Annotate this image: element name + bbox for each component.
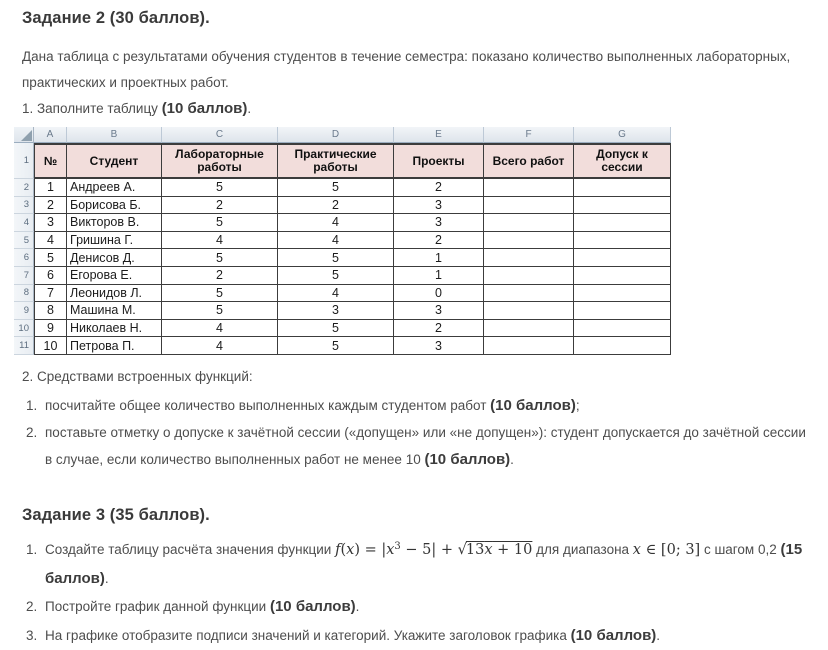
data-cell: 10 [34, 337, 67, 355]
data-cell: 5 [278, 249, 394, 267]
data-cell: 1 [34, 179, 67, 197]
points-badge: (10 баллов) [571, 627, 657, 644]
data-cell: 7 [34, 285, 67, 303]
list-item [26, 593, 818, 622]
data-cell [484, 197, 574, 215]
data-cell [574, 232, 671, 250]
data-cell: 5 [162, 214, 278, 232]
points-badge: (10 баллов) [162, 100, 248, 117]
data-cell: 5 [278, 320, 394, 338]
data-cell [484, 267, 574, 285]
row-number: 11 [14, 337, 34, 355]
data-cell [574, 337, 671, 355]
data-cell: 3 [394, 302, 484, 320]
task2-step1 [22, 99, 251, 119]
list-item [26, 536, 818, 593]
data-cell: 5 [34, 249, 67, 267]
formula-exponent: 3 [394, 541, 400, 552]
data-cell [484, 179, 574, 197]
row-number: 9 [14, 302, 34, 320]
item-suffix: ; [576, 398, 580, 413]
data-cell [574, 320, 671, 338]
data-cell [484, 302, 574, 320]
sqrt-sign: √ [458, 542, 466, 558]
task2-intro: Дана таблица с результатами обучения студентов в течение семестра: показано количество выполненных лабораторных, практических и проектных работ. [22, 44, 811, 96]
data-cell: Николаев Н. [67, 320, 162, 338]
data-cell: 2 [394, 320, 484, 338]
item-suffix: . [656, 628, 660, 643]
formula-f: f [335, 542, 340, 558]
formula-open: ( [340, 542, 346, 558]
task2-list [26, 392, 808, 473]
header-cell: Допуск к сессии [574, 143, 671, 179]
item-suffix: . [510, 452, 514, 467]
row-number: 6 [14, 249, 34, 267]
points-badge: (15 баллов) [45, 541, 802, 587]
list-item-text [45, 536, 818, 593]
spreadsheet-table [14, 127, 671, 355]
data-cell: 8 [34, 302, 67, 320]
data-cell: Машина М. [67, 302, 162, 320]
data-cell: Андреев А. [67, 179, 162, 197]
data-cell: 0 [394, 285, 484, 303]
data-cell [574, 214, 671, 232]
column-letter: E [394, 127, 484, 143]
list-item-text [45, 622, 818, 650]
item-text: Постройте график данной функции [45, 599, 270, 614]
data-cell: Петрова П. [67, 337, 162, 355]
header-cell: Лабораторные работы [162, 143, 278, 179]
data-cell: 9 [34, 320, 67, 338]
sqrt-radicand [466, 542, 532, 558]
item-suffix: . [356, 599, 360, 614]
formula-mid: − 5| + [401, 542, 458, 558]
data-cell [574, 249, 671, 267]
data-cell: 5 [162, 285, 278, 303]
header-cell: № [34, 143, 67, 179]
data-cell: 3 [34, 214, 67, 232]
item-text: посчитайте общее количество выполненных каждым студентом работ [45, 398, 490, 413]
item-text: Создайте таблицу расчёта значения функции [45, 542, 335, 557]
data-cell [484, 249, 574, 267]
list-marker: 1. [26, 536, 45, 593]
row-number: 3 [14, 197, 34, 215]
column-letter: D [278, 127, 394, 143]
data-cell [574, 179, 671, 197]
step1-suffix: . [247, 101, 251, 116]
data-cell: 6 [34, 267, 67, 285]
data-cell: Леонидов Л. [67, 285, 162, 303]
list-marker: 2. [26, 593, 45, 622]
list-item-text [45, 392, 808, 419]
list-item-text [45, 419, 808, 473]
data-cell: 4 [278, 285, 394, 303]
data-cell: Викторов В. [67, 214, 162, 232]
task3-list [26, 536, 818, 650]
data-cell [574, 197, 671, 215]
list-item [26, 622, 818, 650]
data-cell: 2 [394, 232, 484, 250]
data-cell: 4 [278, 214, 394, 232]
formula-x: x [346, 542, 354, 558]
row-number: 10 [14, 320, 34, 338]
data-cell: 2 [162, 197, 278, 215]
data-cell: Егорова Е. [67, 267, 162, 285]
column-letter: B [67, 127, 162, 143]
data-cell [574, 302, 671, 320]
data-cell: 2 [34, 197, 67, 215]
function-formula [335, 542, 532, 558]
list-marker: 1. [26, 392, 45, 419]
radicand-x: x [484, 542, 492, 558]
data-cell: 1 [394, 249, 484, 267]
row-number: 8 [14, 285, 34, 303]
formula-eq: ) = | [354, 542, 386, 558]
data-cell: 3 [394, 337, 484, 355]
data-cell: 3 [394, 214, 484, 232]
data-cell: 4 [162, 320, 278, 338]
data-cell [574, 285, 671, 303]
data-cell [484, 285, 574, 303]
data-cell: 1 [394, 267, 484, 285]
data-cell: 2 [162, 267, 278, 285]
data-cell: 2 [394, 179, 484, 197]
data-cell: 4 [278, 232, 394, 250]
task3-heading: Задание 3 (35 баллов). [22, 506, 210, 525]
data-cell: 5 [162, 179, 278, 197]
header-cell: Студент [67, 143, 162, 179]
item-text: На графике отобразите подписи значений и категорий. Укажите заголовок графика [45, 628, 571, 643]
item-text: для диапазона [532, 542, 632, 557]
data-cell: Гришина Г. [67, 232, 162, 250]
data-cell: Денисов Д. [67, 249, 162, 267]
column-letter: A [34, 127, 67, 143]
select-all-corner [14, 127, 34, 143]
header-cell: Всего работ [484, 143, 574, 179]
header-cell: Практические работы [278, 143, 394, 179]
data-cell: 4 [162, 232, 278, 250]
data-cell [484, 214, 574, 232]
column-letter: G [574, 127, 671, 143]
range-interval: ∈ [0; 3] [641, 542, 700, 558]
data-cell: Борисова Б. [67, 197, 162, 215]
points-badge: (10 баллов) [424, 451, 510, 468]
data-cell [484, 320, 574, 338]
range-expression [633, 542, 700, 558]
radicand-num: 13 [466, 542, 484, 558]
list-marker: 3. [26, 622, 45, 650]
item-suffix: . [105, 571, 109, 586]
data-cell [574, 267, 671, 285]
column-letter: C [162, 127, 278, 143]
task2-step2: 2. Средствами встроенных функций: [22, 367, 253, 387]
column-letter: F [484, 127, 574, 143]
data-cell [484, 232, 574, 250]
points-badge: (10 баллов) [270, 598, 356, 615]
data-cell: 3 [278, 302, 394, 320]
data-cell: 5 [278, 179, 394, 197]
task2-heading: Задание 2 (30 баллов). [22, 9, 210, 28]
row-number: 5 [14, 232, 34, 250]
data-cell: 5 [278, 267, 394, 285]
list-marker: 2. [26, 419, 45, 473]
data-cell: 2 [278, 197, 394, 215]
formula-x: x [386, 542, 394, 558]
list-item [26, 392, 808, 419]
data-cell: 5 [278, 337, 394, 355]
radicand-num: + 10 [493, 542, 533, 558]
item-text: поставьте отметку о допуске к зачётной сессии («допущен» или «не допущен»): студент допускается до зачётной сессии в случае, если количество выполненных работ не менее 10 [45, 425, 806, 467]
list-item-text [45, 593, 818, 622]
data-cell: 5 [162, 302, 278, 320]
row-number: 7 [14, 267, 34, 285]
row-number: 4 [14, 214, 34, 232]
header-cell: Проекты [394, 143, 484, 179]
item-text: с шагом 0,2 [700, 542, 780, 557]
data-cell: 3 [394, 197, 484, 215]
row-number: 1 [14, 143, 34, 179]
data-cell: 5 [162, 249, 278, 267]
step1-text: 1. Заполните таблицу [22, 101, 162, 116]
data-cell [484, 337, 574, 355]
points-badge: (10 баллов) [490, 397, 576, 414]
row-number: 2 [14, 179, 34, 197]
data-cell: 4 [162, 337, 278, 355]
range-x: x [633, 542, 641, 558]
list-item [26, 419, 808, 473]
data-cell: 4 [34, 232, 67, 250]
